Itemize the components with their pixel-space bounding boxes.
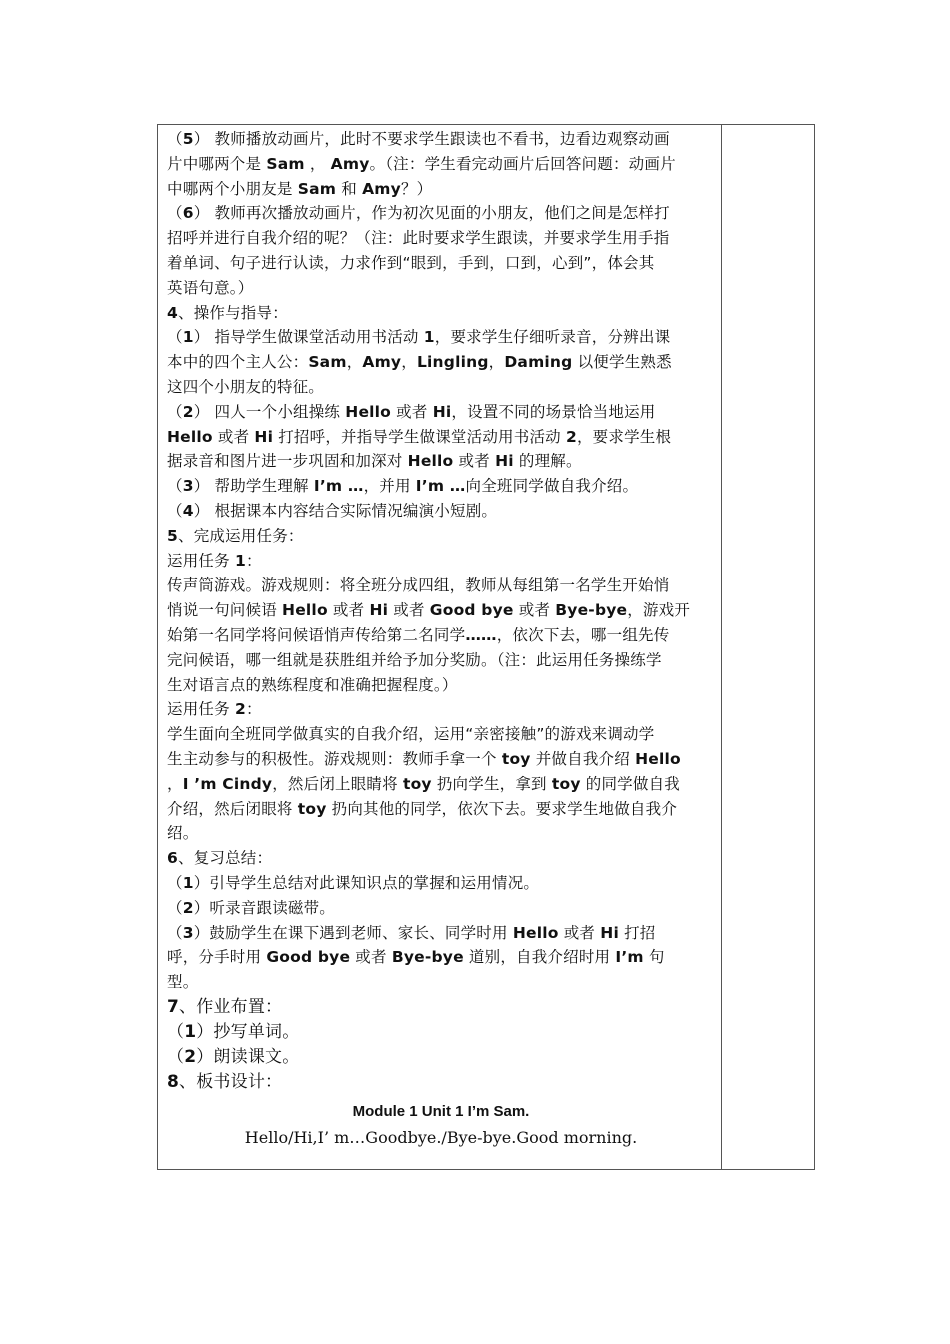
text-line: 招呼并进行自我介绍的呢？（注：此时要求学生跟读，并要求学生用手指 [167, 229, 670, 248]
text-line: （3） 帮助学生理解 I’m …，并用 I’m …向全班同学做自我介绍。 [167, 477, 639, 496]
section-heading: 8、板书设计： [167, 1071, 283, 1092]
text-line: 着单词、句子进行认读，力求作到“眼到，手到，口到，心到”，体会其 [167, 253, 655, 272]
text-line: 绍。 [167, 824, 199, 843]
text-line: 生对语言点的熟练程度和准确把握程度。） [167, 675, 458, 694]
text-line: （3）鼓励学生在课下遇到老师、家长、同学时用 Hello 或者 Hi 打招 [167, 923, 656, 942]
text-line: （2）听录音跟读磁带。 [167, 898, 336, 917]
text-line: 型。 [167, 973, 199, 992]
text-line: 生主动参与的积极性。游戏规则：教师手拿一个 toy 并做自我介绍 Hello [167, 749, 681, 768]
text-line: （6） 教师再次播放动画片，作为初次见面的小朋友，他们之间是怎样打 [167, 204, 670, 223]
text-line: 始第一名同学将问候语悄声传给第二名同学……，依次下去，哪一组先传 [167, 625, 670, 644]
text-line: 运用任务 2： [167, 700, 262, 719]
text-line: 中哪两个小朋友是 Sam 和 Amy？） [167, 179, 433, 198]
text-line: （1） 指导学生做课堂活动用书活动 1，要求学生仔细听录音，分辨出课 [167, 328, 671, 347]
text-line: 介绍，然后闭眼将 toy 扔向其他的同学，依次下去。要求学生地做自我介 [167, 799, 678, 818]
section-heading: 7、作业布置： [167, 996, 283, 1017]
section-heading: 4、操作与指导： [167, 303, 288, 322]
text-line: 学生面向全班同学做真实的自我介绍，运用“亲密接触”的游戏来调动学 [167, 725, 655, 744]
text-line: 片中哪两个是 Sam ， Amy。（注：学生看完动画片后回答问题：动画片 [167, 154, 676, 173]
text-line: 这四个小朋友的特征。 [167, 377, 325, 396]
text-line: （4） 根据课本内容结合实际情况编演小短剧。 [167, 501, 498, 520]
text-line: （1）引导学生总结对此课知识点的掌握和运用情况。 [167, 873, 540, 892]
text-line: 本中的四个主人公：Sam，Amy，Lingling，Daming 以便学生熟悉 [167, 353, 672, 372]
text-line: 传声筒游戏。游戏规则：将全班分成四组，教师从每组第一名学生开始悄 [167, 576, 670, 595]
text-line: （5） 教师播放动画片，此时不要求学生跟读也不看书，边看边观察动画 [167, 130, 670, 148]
text-line: 运用任务 1： [167, 551, 262, 570]
text-line: （2） 四人一个小组操练 Hello 或者 Hi，设置不同的场景恰当地运用 [167, 402, 656, 421]
text-line: ，I ’m Cindy，然后闭上眼睛将 toy 扔向学生，拿到 toy 的同学做自我 [167, 774, 680, 793]
board-title: Module 1 Unit 1 I’m Sam. [352, 1102, 530, 1120]
text-line: 据录音和图片进一步巩固和加深对 Hello 或者 Hi 的理解。 [167, 452, 582, 471]
text-line: 呼，分手时用 Good bye 或者 Bye-bye 道别，自我介绍时用 I’m 句 [167, 948, 665, 967]
text-line: （2）朗读课文。 [167, 1046, 300, 1067]
column-divider [721, 125, 722, 1169]
section-heading: 5、完成运用任务： [167, 526, 304, 545]
section-heading: 6、复习总结： [167, 849, 273, 868]
lesson-table [157, 124, 815, 1170]
board-content: Hello/Hi,I’ m…Goodbye./Bye-bye.Good morning. [244, 1127, 638, 1147]
text-line: 悄说一句问候语 Hello 或者 Hi 或者 Good bye 或者 Bye-bye，游戏开 [167, 601, 691, 620]
text-line: （1）抄写单词。 [167, 1021, 300, 1042]
lesson-content [167, 127, 715, 1151]
text-line: 英语句意。） [167, 278, 254, 297]
text-line: 完问候语，哪一组就是获胜组并给予加分奖励。（注：此运用任务操练学 [167, 650, 662, 669]
text-line: Hello 或者 Hi 打招呼，并指导学生做课堂活动用书活动 2，要求学生根 [167, 427, 672, 446]
